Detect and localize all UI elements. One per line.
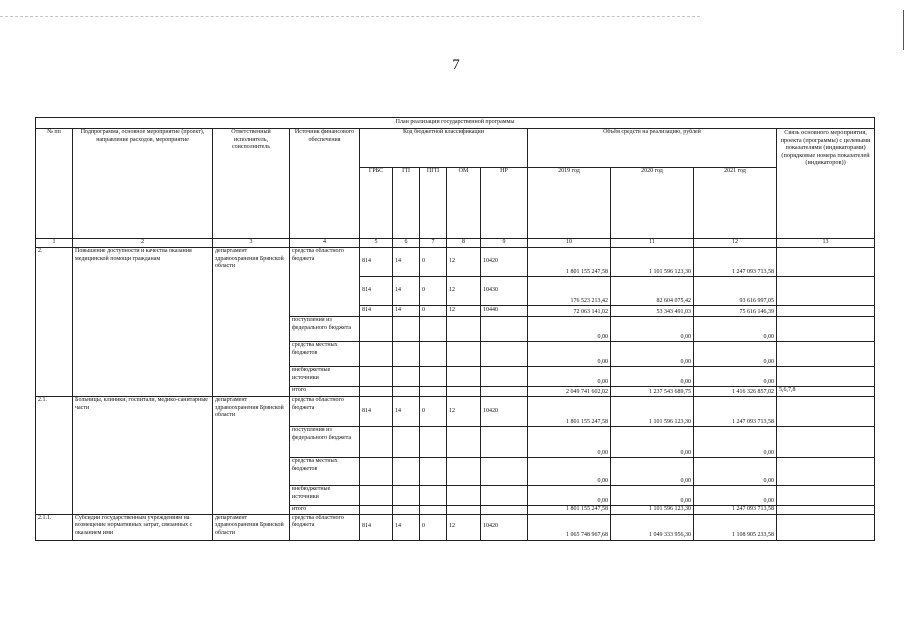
amount-y2021: 75 616 146,39 <box>694 306 777 317</box>
header-2020: 2020 год <box>611 168 694 239</box>
code-om: 12 <box>447 306 481 317</box>
header-gp: ГП <box>393 168 420 239</box>
header-2019: 2019 год <box>528 168 611 239</box>
amount-y2019: 0,00 <box>528 367 611 387</box>
scan-artifact-mark <box>903 10 904 50</box>
column-number: 13 <box>777 239 875 248</box>
code-grbs <box>360 387 393 397</box>
code-pgp <box>420 427 447 458</box>
funding-source: средства областного бюджета <box>290 248 360 317</box>
amount-y2020: 0,00 <box>611 317 694 342</box>
code-pgp: 0 <box>420 248 447 277</box>
funding-source: средства местных бюджетов <box>290 458 360 486</box>
code-gp: 14 <box>393 514 420 540</box>
header-activity: Подпрограмма, основное мероприятие (проект), направление расходов, мероприятие <box>73 129 213 239</box>
code-grbs: 814 <box>360 397 393 427</box>
code-om <box>447 367 481 387</box>
code-np <box>481 342 528 367</box>
indicators-cell <box>777 277 875 306</box>
amount-y2020: 53 343 491,03 <box>611 306 694 317</box>
amount-y2019: 72 063 141,02 <box>528 306 611 317</box>
header-np: НР <box>481 168 528 239</box>
amount-y2020: 0,00 <box>611 458 694 486</box>
amount-y2019: 0,00 <box>528 317 611 342</box>
amount-y2019: 0,00 <box>528 427 611 458</box>
column-number: 9 <box>481 239 528 248</box>
funding-source: внебюджетные источники <box>290 486 360 506</box>
plan-table-body <box>36 239 875 541</box>
code-grbs: 814 <box>360 306 393 317</box>
code-grbs: 814 <box>360 248 393 277</box>
indicators-cell <box>777 514 875 540</box>
executor-name: департамент здравоохранения Брянской области <box>213 397 290 515</box>
column-number: 8 <box>447 239 481 248</box>
code-gp <box>393 342 420 367</box>
amount-y2021: 1 108 905 233,58 <box>694 514 777 540</box>
code-om: 12 <box>447 277 481 306</box>
code-np <box>481 506 528 515</box>
column-number: 7 <box>420 239 447 248</box>
code-gp <box>393 317 420 342</box>
code-gp: 14 <box>393 248 420 277</box>
code-gp: 14 <box>393 277 420 306</box>
code-pgp: 0 <box>420 277 447 306</box>
indicators-cell <box>777 248 875 277</box>
code-np <box>481 486 528 506</box>
funding-source: средства местных бюджетов <box>290 342 360 367</box>
amount-y2020: 1 101 596 123,30 <box>611 248 694 277</box>
code-grbs: 814 <box>360 514 393 540</box>
code-gp <box>393 427 420 458</box>
amount-y2021: 93 616 997,05 <box>694 277 777 306</box>
code-grbs <box>360 486 393 506</box>
amount-y2020: 82 604 075,42 <box>611 277 694 306</box>
amount-y2019: 2 049 741 602,02 <box>528 387 611 397</box>
amount-y2019: 1 801 155 247,58 <box>528 248 611 277</box>
table-row <box>36 514 875 540</box>
header-volume: Объём средств на реализацию, рублей <box>528 129 777 168</box>
code-pgp <box>420 486 447 506</box>
column-number: 3 <box>213 239 290 248</box>
amount-y2021: 0,00 <box>694 486 777 506</box>
funding-source: средства областного бюджета <box>290 514 360 540</box>
activity-name: Повышение доступности и качества оказания медицинской помощи гражданам <box>73 248 213 397</box>
code-np: 10420 <box>481 514 528 540</box>
page-number: 7 <box>452 57 460 73</box>
activity-name: Больницы, клиники, госпитали, медико-санитарные части <box>73 397 213 515</box>
code-grbs <box>360 506 393 515</box>
column-number: 12 <box>694 239 777 248</box>
indicators-cell <box>777 342 875 367</box>
table-caption: План реализации государственной программы <box>36 118 875 129</box>
column-number: 11 <box>611 239 694 248</box>
code-gp <box>393 367 420 387</box>
funding-source: поступления из федерального бюджета <box>290 317 360 342</box>
code-np <box>481 427 528 458</box>
column-number: 10 <box>528 239 611 248</box>
amount-y2021: 1 247 093 713,58 <box>694 248 777 277</box>
column-number: 2 <box>73 239 213 248</box>
amount-y2019: 1 801 155 247,58 <box>528 397 611 427</box>
amount-y2019: 176 523 213,42 <box>528 277 611 306</box>
code-om <box>447 486 481 506</box>
header-2021: 2021 год <box>694 168 777 239</box>
column-number: 1 <box>36 239 73 248</box>
header-executor: Ответственный исполнитель, соисполнитель <box>213 129 290 239</box>
amount-y2021: 1 247 093 713,58 <box>694 506 777 515</box>
amount-y2020: 0,00 <box>611 342 694 367</box>
row-number: 2.1.1. <box>36 514 73 540</box>
funding-source: поступления из федерального бюджета <box>290 427 360 458</box>
amount-y2021: 0,00 <box>694 458 777 486</box>
code-pgp <box>420 317 447 342</box>
indicators-cell <box>777 397 875 427</box>
amount-y2021: 0,00 <box>694 427 777 458</box>
activity-name: Субсидии государственным учреждениям на возмещение нормативных затрат, связанных с оказанием ими <box>73 514 213 540</box>
code-om <box>447 387 481 397</box>
code-grbs: 814 <box>360 277 393 306</box>
header-budget-code: Код бюджетной классификации <box>360 129 528 168</box>
amount-y2020: 0,00 <box>611 367 694 387</box>
amount-y2020: 0,00 <box>611 427 694 458</box>
code-np: 10420 <box>481 248 528 277</box>
indicators-cell <box>777 427 875 458</box>
row-number: 2.1. <box>36 397 73 515</box>
amount-y2020: 1 049 333 956,30 <box>611 514 694 540</box>
column-number: 6 <box>393 239 420 248</box>
column-number: 5 <box>360 239 393 248</box>
row-number: 2. <box>36 248 73 397</box>
code-gp: 14 <box>393 306 420 317</box>
code-pgp: 0 <box>420 397 447 427</box>
code-pgp <box>420 342 447 367</box>
code-grbs <box>360 317 393 342</box>
column-number: 4 <box>290 239 360 248</box>
indicators-cell <box>777 317 875 342</box>
amount-y2019: 1 065 748 967,68 <box>528 514 611 540</box>
amount-y2021: 0,00 <box>694 342 777 367</box>
code-om <box>447 317 481 342</box>
amount-y2019: 0,00 <box>528 458 611 486</box>
code-om <box>447 342 481 367</box>
code-pgp <box>420 387 447 397</box>
code-grbs <box>360 458 393 486</box>
code-gp <box>393 458 420 486</box>
code-gp <box>393 486 420 506</box>
code-om <box>447 458 481 486</box>
amount-y2019: 0,00 <box>528 342 611 367</box>
amount-y2021: 1 416 326 857,02 <box>694 387 777 397</box>
code-om <box>447 506 481 515</box>
code-pgp: 0 <box>420 514 447 540</box>
indicators-cell <box>777 306 875 317</box>
table-row <box>36 397 875 427</box>
code-grbs <box>360 367 393 387</box>
amount-y2021: 1 247 093 713,58 <box>694 397 777 427</box>
column-number-row <box>36 239 875 248</box>
header-num: № пп <box>36 129 73 239</box>
header-grbs: ГРБС <box>360 168 393 239</box>
code-grbs <box>360 427 393 458</box>
header-link: Связь основного мероприятия, проекта (программы) с целевыми показателями (индикаторами) (порядковые номера показателей (индикаторов)) <box>777 129 875 239</box>
scan-artifact-line <box>0 16 700 17</box>
amount-y2021: 0,00 <box>694 317 777 342</box>
amount-y2020: 1 101 596 123,30 <box>611 506 694 515</box>
code-np <box>481 387 528 397</box>
funding-source: средства областного бюджета <box>290 397 360 427</box>
indicators-cell <box>777 458 875 486</box>
code-pgp <box>420 458 447 486</box>
code-gp <box>393 387 420 397</box>
header-om: ОМ <box>447 168 481 239</box>
code-pgp <box>420 506 447 515</box>
code-om: 12 <box>447 397 481 427</box>
executor-name: департамент здравоохранения Брянской области <box>213 248 290 397</box>
header-pgp: ПГП <box>420 168 447 239</box>
indicators-cell: 5,6,7,8 <box>777 387 875 397</box>
code-om: 12 <box>447 514 481 540</box>
amount-y2019: 1 801 155 247,58 <box>528 506 611 515</box>
plan-table <box>35 117 875 541</box>
indicators-cell <box>777 367 875 387</box>
code-pgp <box>420 367 447 387</box>
header-source: Источник финансового обеспечения <box>290 129 360 239</box>
table-row <box>36 248 875 277</box>
code-np <box>481 458 528 486</box>
code-om: 12 <box>447 248 481 277</box>
amount-y2020: 1 237 543 689,75 <box>611 387 694 397</box>
code-np: 10440 <box>481 306 528 317</box>
code-np: 10430 <box>481 277 528 306</box>
indicators-cell <box>777 486 875 506</box>
code-gp <box>393 506 420 515</box>
amount-y2021: 0,00 <box>694 367 777 387</box>
amount-y2020: 0,00 <box>611 486 694 506</box>
amount-y2020: 1 101 596 123,30 <box>611 397 694 427</box>
code-grbs <box>360 342 393 367</box>
code-om <box>447 427 481 458</box>
code-np <box>481 367 528 387</box>
executor-name: департамент здравоохранения Брянской области <box>213 514 290 540</box>
code-pgp: 0 <box>420 306 447 317</box>
code-gp: 14 <box>393 397 420 427</box>
funding-source: итого <box>290 506 360 515</box>
indicators-cell <box>777 506 875 515</box>
amount-y2019: 0,00 <box>528 486 611 506</box>
funding-source: итого <box>290 387 360 397</box>
funding-source: внебюджетные источники <box>290 367 360 387</box>
code-np: 10420 <box>481 397 528 427</box>
code-np <box>481 317 528 342</box>
